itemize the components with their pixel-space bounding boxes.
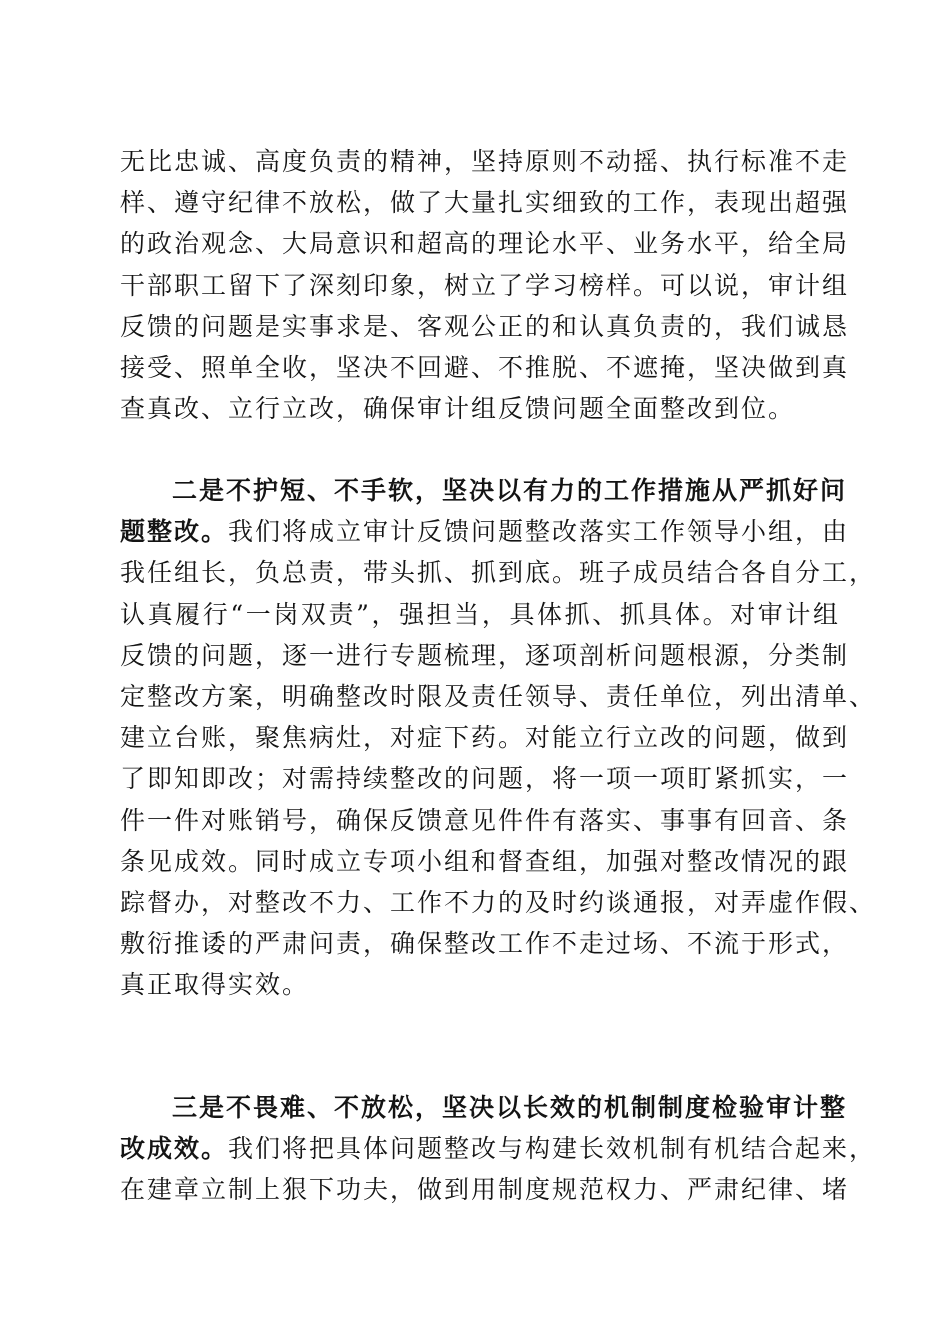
- paragraph-heading: 改成效。: [120, 1134, 229, 1164]
- text-line: 反馈的问题是实事求是、客观公正的和认真负责的，我们诚恳: [120, 311, 850, 341]
- text-line: [120, 470, 848, 511]
- paragraph-1: [120, 141, 850, 429]
- text-line: 改成效。我们将把具体问题整改与构建长效机制有机结合起来，: [120, 1134, 877, 1164]
- text-line: 了即知即改；对需持续整改的问题，将一项一项盯紧抓实，一: [120, 764, 850, 794]
- text-line: 建立台账，聚焦病灶，对症下药。对能立行立改的问题，做到: [120, 723, 850, 753]
- text-line: 题整改。我们将成立审计反馈问题整改落实工作领导小组，由: [120, 517, 850, 547]
- text-line: 真正取得实效。: [120, 970, 310, 1000]
- paragraph-heading: 二是不护短、不手软，坚决以有力的工作措施从严抓好问: [172, 476, 848, 505]
- paragraph-2: [120, 470, 877, 1005]
- text-line: 干部职工留下了深刻印象，树立了学习榜样。可以说，审计组: [120, 270, 850, 300]
- text-line: 的政治观念、大局意识和超高的理论水平、业务水平，给全局: [120, 229, 850, 259]
- text-line: 敷衍推诿的严肃问责，确保整改工作不走过场、不流于形式，: [120, 929, 850, 959]
- text-line: 定整改方案，明确整改时限及责任领导、责任单位，列出清单、: [120, 681, 877, 711]
- text-line: 件一件对账销号，确保反馈意见件件有落实、事事有回音、条: [120, 805, 850, 835]
- paragraph-heading: 三是不畏难、不放松，坚决以长效的机制制度检验审计整: [172, 1093, 848, 1122]
- text-line: 反馈的问题，逐一进行专题梳理，逐项剖析问题根源，分类制: [120, 640, 850, 670]
- text-line: 无比忠诚、高度负责的精神，坚持原则不动摇、执行标准不走: [120, 147, 850, 176]
- text-line: 查真改、立行立改，确保审计组反馈问题全面整改到位。: [120, 394, 796, 424]
- text-line: 条见成效。同时成立专项小组和督查组，加强对整改情况的跟: [120, 846, 850, 876]
- text-line: 踪督办，对整改不力、工作不力的及时约谈通报，对弄虚作假、: [120, 887, 877, 917]
- text-line: 我任组长，负总责，带头抓、抓到底。班子成员结合各自分工，: [120, 558, 877, 588]
- text-line: 接受、照单全收，坚决不回避、不推脱、不遮掩，坚决做到真: [120, 352, 850, 382]
- paragraph-heading: 题整改。: [120, 517, 229, 547]
- text-line: 在建章立制上狠下功夫，做到用制度规范权力、严肃纪律、堵: [120, 1175, 850, 1205]
- text-line: 认真履行“一岗双责”，强担当，具体抓、抓具体。对审计组: [120, 599, 840, 629]
- text-line: [120, 1087, 848, 1128]
- paragraph-3: [120, 1087, 877, 1211]
- text-line: 样、遵守纪律不放松，做了大量扎实细致的工作，表现出超强: [120, 188, 850, 218]
